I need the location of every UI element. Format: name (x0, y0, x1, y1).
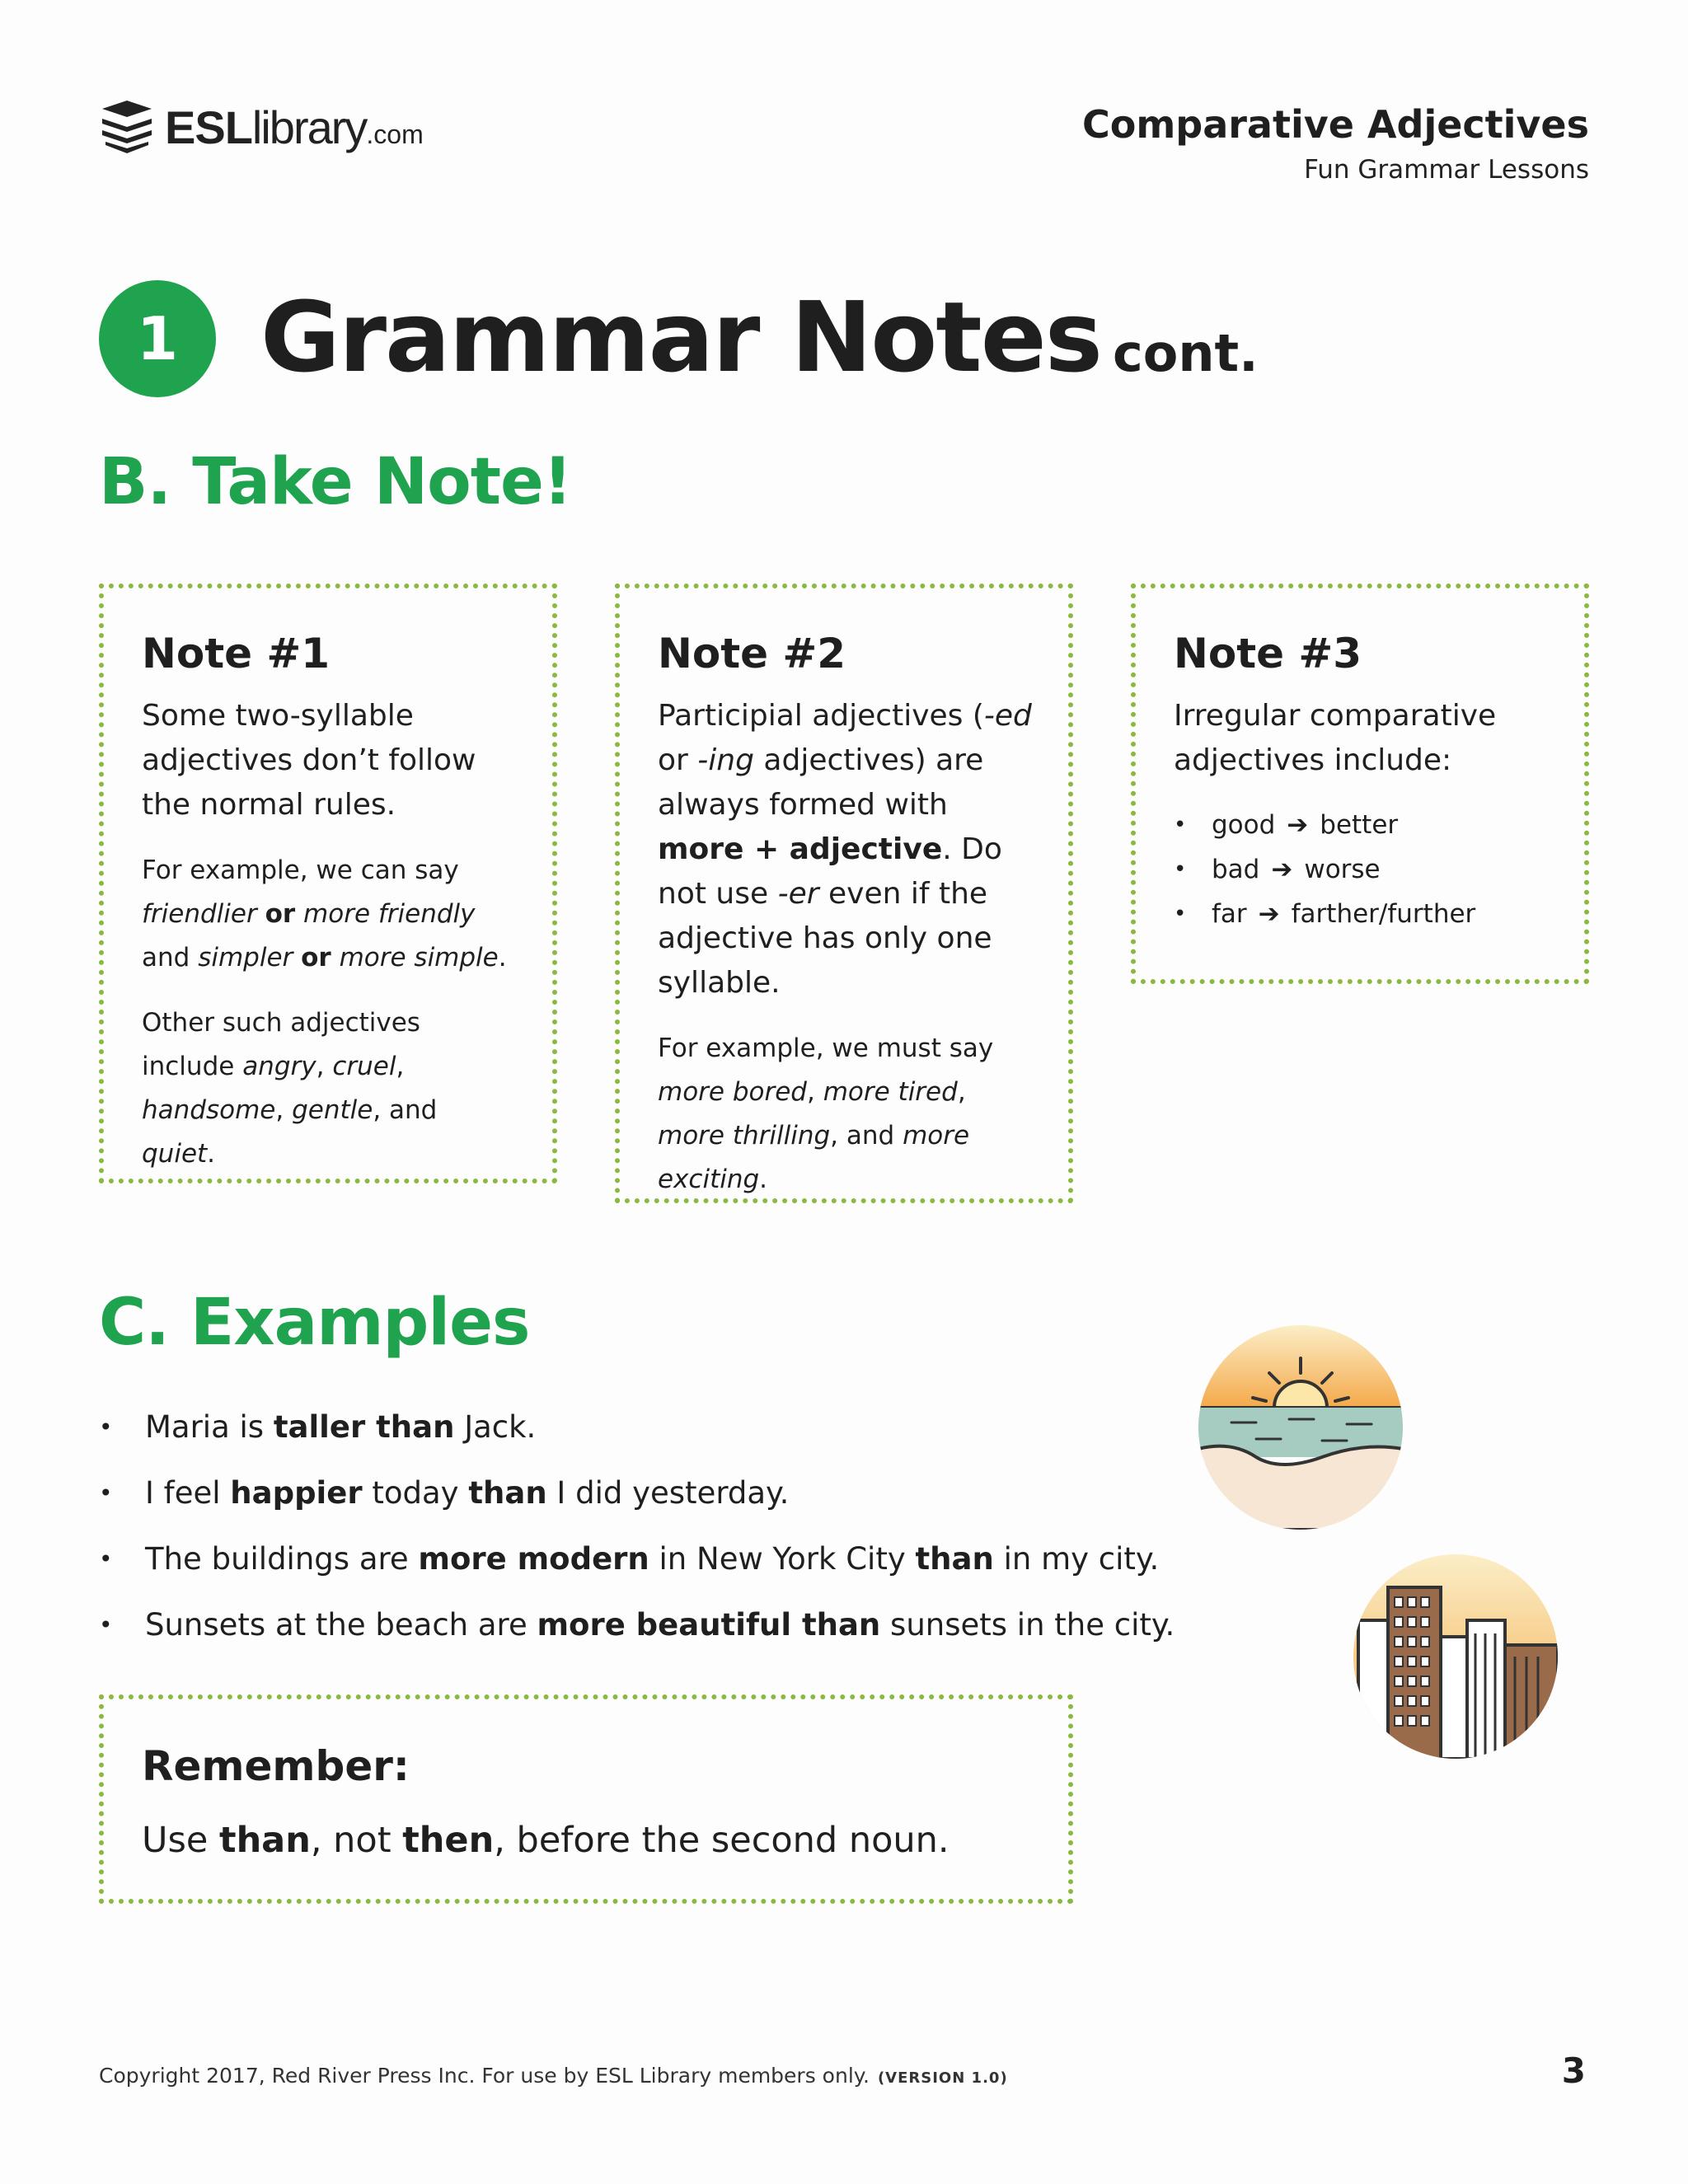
example-item: • Sunsets at the beach are more beautiful than sunsets in the city. (99, 1607, 1175, 1643)
note-1-example: For example, we can say friendlier or more friendly and simpler or more simple. (142, 855, 507, 972)
note-1-other-adjectives: Other such adjectives include angry, cruel, handsome, gentle, and quiet. (142, 1008, 438, 1169)
section-title: Grammar Notes cont. (260, 280, 1259, 394)
note-2-intro: Participial adjectives (-ed or -ing adjectives) are always formed with more + adjective. Do not use -er even if the adjective has only one syllable. (658, 699, 1032, 1000)
note-1-box (99, 583, 557, 1183)
logo-wordmark: ESLlibrary.com (165, 101, 424, 153)
list-item: • far ➔ farther/further (1174, 892, 1551, 936)
lesson-title: Comparative Adjectives (1081, 102, 1589, 147)
note-2-box (615, 583, 1073, 1203)
section-number-badge: 1 (99, 280, 216, 397)
example-item: • I feel happier today than I did yesterday. (99, 1475, 790, 1511)
page-number: 3 (1561, 2050, 1586, 2091)
note-1-intro: Some two-syllable adjectives don’t follow the normal rules. (142, 699, 476, 822)
remember-title: Remember: (142, 1742, 410, 1790)
arrow-right-icon: ➔ (1271, 855, 1293, 884)
note-2-example: For example, we must say more bored, more tired, more thrilling, and more exciting. (658, 1033, 994, 1194)
beach-sunset-illustration (1198, 1325, 1403, 1530)
note-3-intro: Irregular comparative adjectives include: (1174, 699, 1497, 777)
arrow-right-icon: ➔ (1287, 810, 1309, 840)
examples-list (99, 1394, 1175, 1658)
note-1-title: Note #1 (142, 630, 331, 677)
note-3-box (1131, 583, 1589, 984)
example-item: • The buildings are more modern in New York City than in my city. (99, 1541, 1160, 1577)
note-2-title: Note #2 (658, 630, 846, 677)
list-item: • bad ➔ worse (1174, 847, 1551, 892)
esl-library-logo[interactable] (97, 97, 424, 157)
remember-text: Use than, not then, before the second noun. (142, 1820, 950, 1861)
arrow-right-icon: ➔ (1258, 899, 1280, 929)
logo-books-icon (97, 97, 157, 157)
examples-heading: C. Examples (99, 1286, 530, 1360)
note-3-title: Note #3 (1174, 630, 1362, 677)
list-item: • good ➔ better (1174, 803, 1551, 847)
irregular-adjectives-list (1174, 803, 1551, 936)
remember-box (99, 1694, 1073, 1904)
take-note-heading: B. Take Note! (99, 445, 572, 519)
city-sunset-illustration (1353, 1554, 1558, 1759)
lesson-subtitle: Fun Grammar Lessons (1304, 155, 1589, 185)
example-item: • Maria is taller than Jack. (99, 1409, 537, 1445)
footer-copyright: Copyright 2017, Red River Press Inc. For use by ESL Library members only. (VERSION 1.0) (99, 2064, 1008, 2088)
